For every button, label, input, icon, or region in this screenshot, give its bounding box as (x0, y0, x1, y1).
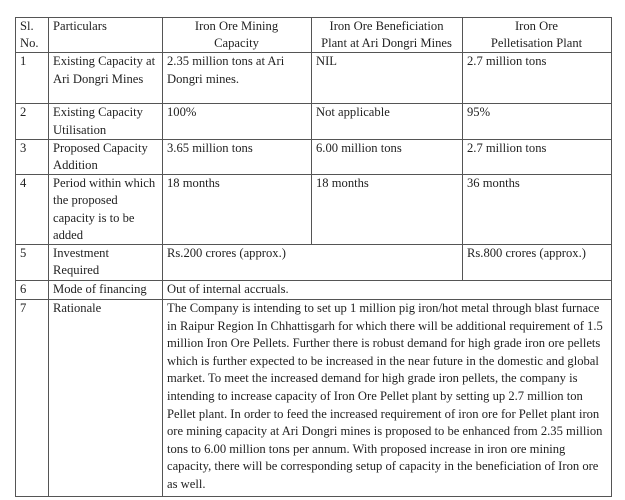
row-particular: Existing Capacity Utilisation (49, 104, 163, 139)
table-row (16, 281, 612, 300)
header-sl-no (16, 18, 49, 53)
mining-cell: 3.65 million tons (163, 139, 312, 174)
header-pellet-line1: Iron Ore (514, 19, 558, 33)
header-beneficiation-plant (312, 18, 463, 53)
pellet-cell: 36 months (463, 175, 612, 245)
header-mining-line2: Capacity (214, 36, 259, 51)
row-number: 2 (16, 104, 49, 139)
row-number: 1 (16, 53, 49, 104)
row-number: 5 (16, 245, 49, 281)
header-pellet-line2: Pelletisation Plant (490, 36, 583, 51)
row-particular: Rationale (49, 300, 163, 497)
table-row (16, 53, 612, 104)
mining-cell: 100% (163, 104, 312, 139)
header-particulars: Particulars (49, 18, 163, 53)
pellet-cell: 2.7 million tons (463, 53, 612, 104)
rationale-cell: The Company is intending to set up 1 million pig iron/hot metal through blast furnace in Raipur Region In Chhattisgarh for which there will be additional requirement of 1.5 million Iron Ore Pellets. Further there is robust demand for high grade iron ore pellets which is further expected to be increased in the near future in the domestic and global market. To meet the increased demand for high grade iron pellets, the company is intending to increase capacity of Iron Ore Pellet plant by setting up 2.7 million ton Pellet plant. In order to feed the increased requirement of iron ore for Pellet plant iron ore mining capacity at Ari Dongri mines is proposed to be enhanced from 2.35 million tons to 6.00 million tons per annum. With proposed increase in iron ore mining capacity, there will be corresponding setup of capacity in the beneficiation of Iron ore as well. (163, 300, 612, 497)
beneficiation-cell: 6.00 million tons (312, 139, 463, 174)
header-sl-line1: Sl. (20, 19, 34, 33)
row-number: 6 (16, 281, 49, 300)
header-row (16, 18, 612, 53)
pellet-cell: 2.7 million tons (463, 139, 612, 174)
pellet-cell: 95% (463, 104, 612, 139)
header-beneficiation-line1: Iron Ore Beneficiation (329, 19, 444, 33)
table-row (16, 175, 612, 245)
investment-mining-beneficiation-cell: Rs.200 crores (approx.) (163, 245, 463, 281)
row-particular: Proposed Capacity Addition (49, 139, 163, 174)
investment-pellet-cell: Rs.800 crores (approx.) (463, 245, 612, 281)
mining-cell: 18 months (163, 175, 312, 245)
header-beneficiation-line2: Plant at Ari Dongri Mines (321, 36, 452, 51)
row-particular: Period within which the proposed capacity is to be added (49, 175, 163, 245)
beneficiation-cell: 18 months (312, 175, 463, 245)
financing-cell: Out of internal accruals. (163, 281, 612, 300)
header-sl-line2: No. (20, 36, 39, 51)
header-pelletisation-plant (463, 18, 612, 53)
table-row (16, 139, 612, 174)
beneficiation-cell: Not applicable (312, 104, 463, 139)
row-particular: Mode of financing (49, 281, 163, 300)
table-row (16, 300, 612, 497)
header-mining-line1: Iron Ore Mining (194, 19, 279, 33)
row-particular: Investment Required (49, 245, 163, 281)
beneficiation-cell: NIL (312, 53, 463, 104)
row-number: 7 (16, 300, 49, 497)
capacity-table (15, 17, 612, 497)
row-number: 3 (16, 139, 49, 174)
mining-cell: 2.35 million tons at Ari Dongri mines. (163, 53, 312, 104)
row-number: 4 (16, 175, 49, 245)
table-row (16, 245, 612, 281)
row-particular: Existing Capacity at Ari Dongri Mines (49, 53, 163, 104)
header-mining-capacity (163, 18, 312, 53)
table-row (16, 104, 612, 139)
